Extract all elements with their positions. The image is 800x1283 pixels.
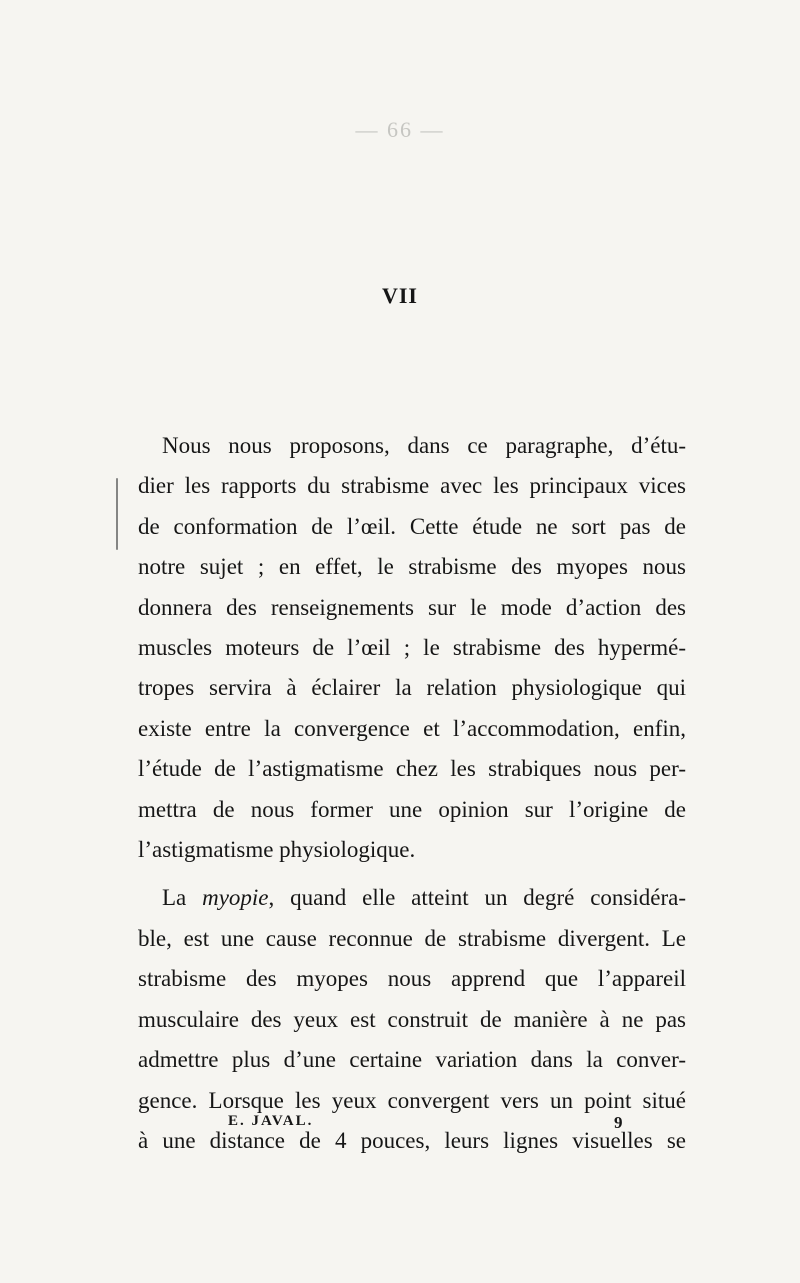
text-line: tropes servira à éclairer la relation physiologique qui [138,675,686,701]
text-line: musculaire des yeux est construit de manière à ne pas [138,1006,686,1032]
text-run: , quand elle atteint un degré considéra- [268,885,686,911]
page-number: — 66 — [355,117,445,142]
italic-term: myopie [202,885,269,911]
page-footer [0,1113,800,1137]
margin-pencil-mark [116,478,118,550]
text-line: Nous nous proposons, dans ce paragraphe, d’étu- [162,433,686,458]
text-line [138,878,686,918]
text-line: l’astigmatisme physiologique. [138,837,416,863]
text-line: dier les rapports du strabisme avec les principaux vices [138,473,686,499]
body-text [138,426,686,1161]
text-line: donnera des renseignements sur le mode d’action des [138,594,686,620]
footer-signature: E. JAVAL. [228,1113,314,1129]
text-line: gence. Lorsque les yeux convergent vers un point situé [138,1087,686,1113]
text-line: muscles moteurs de l’œil ; le strabisme des hypermé- [138,635,686,661]
text-line: notre sujet ; en effet, le strabisme des myopes nous [138,554,686,580]
text-line: de conformation de l’œil. Cette étude ne sort pas de [138,513,686,539]
text-line: mettra de nous former une opinion sur l’origine de [138,796,686,822]
text-line: à une distance de 4 pouces, leurs lignes visuelles se [138,1127,686,1153]
text-line: strabisme des myopes nous apprend que l’appareil [138,966,686,992]
text-line: existe entre la convergence et l’accommodation, enfin, [138,715,686,741]
paragraph-gap [138,870,686,878]
section-heading: VII [381,283,418,308]
text-line: l’étude de l’astigmatisme chez les strabiques nous per- [138,756,686,782]
footer-signature-mark: 9 [614,1113,623,1132]
text-line: ble, est une cause reconnue de strabisme divergent. Le [138,925,686,951]
text-line: admettre plus d’une certaine variation dans la conver- [138,1047,686,1073]
text-run: La [162,885,203,911]
bleed-through-text [145,160,685,192]
